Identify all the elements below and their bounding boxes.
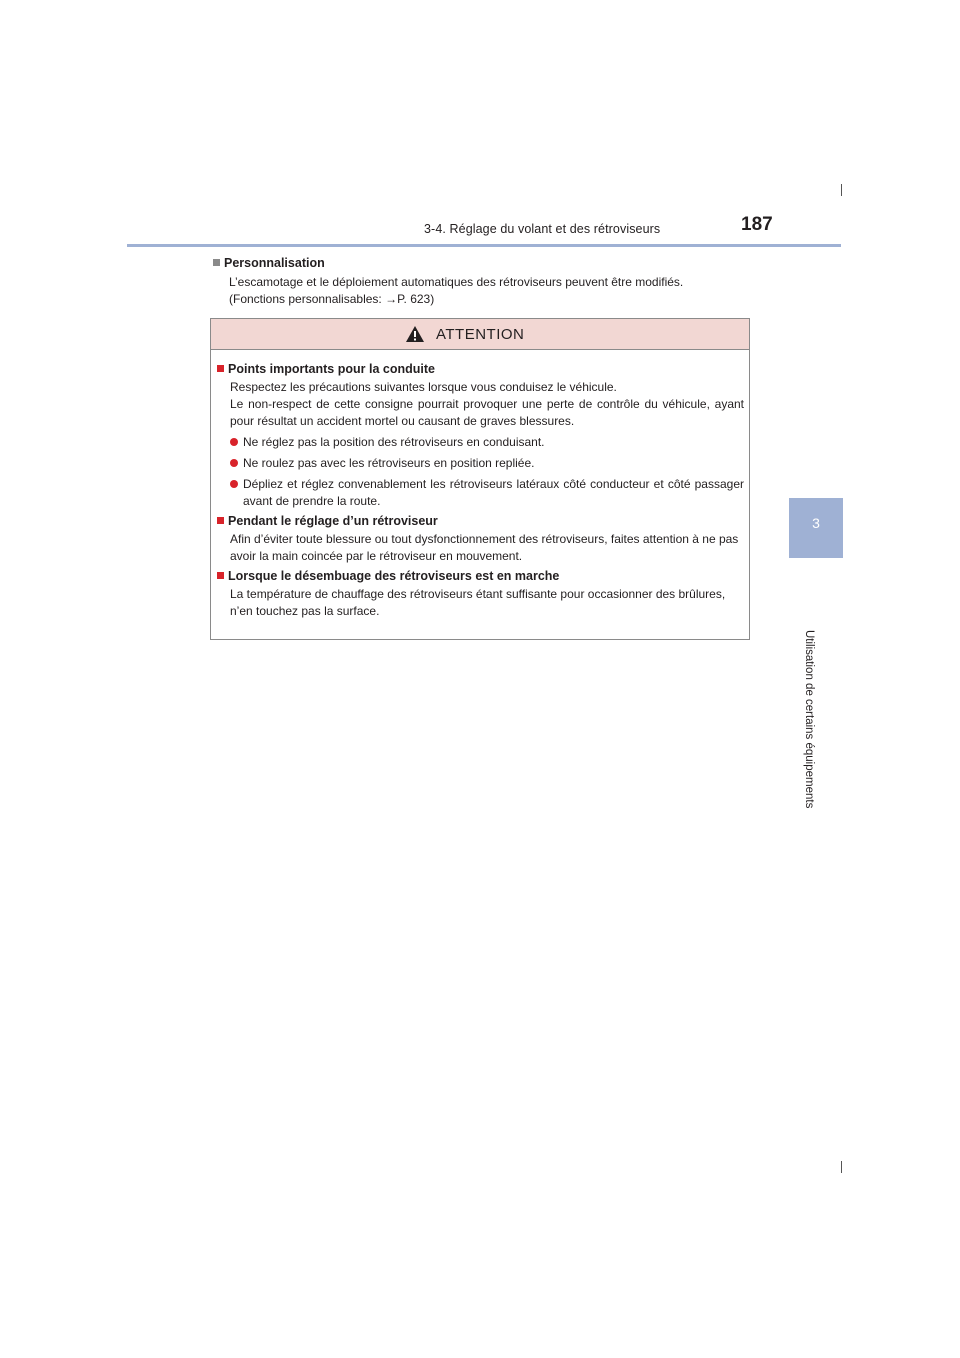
bullet-dot-icon <box>230 459 238 467</box>
warning-text-defogger: La température de chauffage des rétroviseurs étant suffisante pour occasionner des brûlures, n’en touchez pas la surface. <box>230 587 726 618</box>
square-bullet-icon <box>213 259 220 266</box>
warning-heading-adjusting: Pendant le réglage d’un rétroviseur <box>217 514 744 528</box>
warning-heading-driving: Points importants pour la conduite <box>217 362 744 376</box>
header-rule <box>127 244 841 247</box>
crop-mark-bottom <box>841 1161 842 1173</box>
customization-text: L’escamotage et le déploiement automatiques des rétroviseurs peuvent être modifiés. (Fonctions personnalisables: →P. 623) <box>229 275 684 306</box>
square-bullet-icon <box>217 517 224 524</box>
warning-heading-defogger: Lorsque le désembuage des rétroviseurs est en marche <box>217 569 744 583</box>
crop-mark-top <box>841 184 842 196</box>
warning-box <box>210 318 750 640</box>
warning-header <box>211 319 749 350</box>
customization-section <box>213 256 753 308</box>
section-title: 3-4. Réglage du volant et des rétroviseurs <box>424 222 661 236</box>
chapter-number: 3 <box>812 515 820 531</box>
warning-title: ATTENTION <box>436 326 525 343</box>
square-bullet-icon <box>217 365 224 372</box>
warning-triangle-icon <box>405 325 425 343</box>
bullet-dot-icon <box>230 438 238 446</box>
list-item: Ne réglez pas la position des rétroviseurs en conduisant. <box>217 434 744 451</box>
chapter-title: Utilisation de certains équipements <box>803 630 815 809</box>
square-bullet-icon <box>217 572 224 579</box>
list-item: Dépliez et réglez convenablement les rétroviseurs latéraux côté conducteur et côté passager avant de prendre la route. <box>217 476 744 510</box>
warning-text-adjusting: Afin d’éviter toute blessure ou tout dysfonctionnement des rétroviseurs, faites attention à ne pas avoir la main coincée par le rétroviseur en mouvement. <box>230 532 739 563</box>
list-item: Ne roulez pas avec les rétroviseurs en position repliée. <box>217 455 744 472</box>
customization-heading: Personnalisation <box>213 256 753 270</box>
bullet-dot-icon <box>230 480 238 488</box>
page-number: 187 <box>741 214 773 235</box>
warning-content <box>217 362 744 620</box>
warning-text-driving: Respectez les précautions suivantes lorsque vous conduisez le véhicule. Le non-respect de cette consigne pourrait provoquer une perte de contrôle du véhicule, ayant pour résultat un accident mortel ou causant de graves blessures. <box>230 380 744 428</box>
